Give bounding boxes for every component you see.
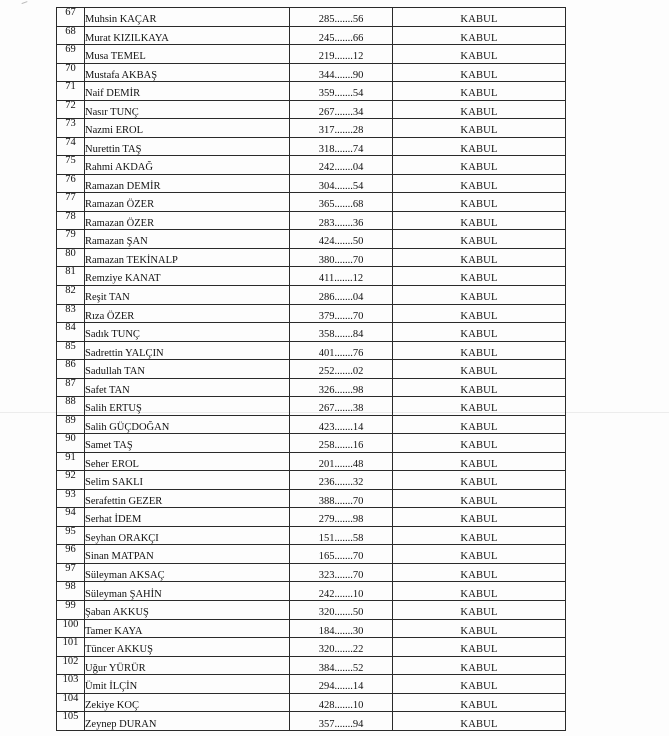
person-name: Sadık TUNÇ <box>85 323 290 342</box>
result-status: KABUL <box>393 82 566 101</box>
person-name: Ramazan DEMİR <box>85 174 290 193</box>
table-row <box>57 119 566 138</box>
result-status: KABUL <box>393 285 566 304</box>
row-number: 69 <box>57 45 85 64</box>
row-number: 73 <box>57 119 85 138</box>
table-row <box>57 100 566 119</box>
row-number: 78 <box>57 211 85 230</box>
person-name: Nurettin TAŞ <box>85 137 290 156</box>
row-number: 85 <box>57 341 85 360</box>
table-row <box>57 656 566 675</box>
person-name: Tüncer AKKUŞ <box>85 638 290 657</box>
table-row <box>57 211 566 230</box>
person-name: Süleyman ŞAHİN <box>85 582 290 601</box>
score-value: 358.......84 <box>290 323 393 342</box>
score-value: 283.......36 <box>290 211 393 230</box>
result-status: KABUL <box>393 193 566 212</box>
result-status: KABUL <box>393 26 566 45</box>
person-name: Naif DEMİR <box>85 82 290 101</box>
result-status: KABUL <box>393 656 566 675</box>
result-status: KABUL <box>393 156 566 175</box>
table-row <box>57 452 566 471</box>
result-status: KABUL <box>393 211 566 230</box>
score-value: 357.......94 <box>290 712 393 731</box>
row-number: 87 <box>57 378 85 397</box>
table-row <box>57 360 566 379</box>
person-name: Muhsin KAÇAR <box>85 8 290 27</box>
row-number: 86 <box>57 360 85 379</box>
score-value: 236.......32 <box>290 471 393 490</box>
result-status: KABUL <box>393 452 566 471</box>
row-number: 83 <box>57 304 85 323</box>
table-row <box>57 378 566 397</box>
row-number: 68 <box>57 26 85 45</box>
person-name: Ramazan ÖZER <box>85 193 290 212</box>
score-value: 304.......54 <box>290 174 393 193</box>
score-value: 423.......14 <box>290 415 393 434</box>
score-value: 326.......98 <box>290 378 393 397</box>
row-number: 102 <box>57 656 85 675</box>
result-status: KABUL <box>393 434 566 453</box>
result-status: KABUL <box>393 267 566 286</box>
row-number: 95 <box>57 526 85 545</box>
score-value: 344.......90 <box>290 63 393 82</box>
result-status: KABUL <box>393 378 566 397</box>
row-number: 77 <box>57 193 85 212</box>
result-status: KABUL <box>393 489 566 508</box>
score-value: 279.......98 <box>290 508 393 527</box>
result-status: KABUL <box>393 230 566 249</box>
score-value: 245.......66 <box>290 26 393 45</box>
person-name: Musa TEMEL <box>85 45 290 64</box>
result-status: KABUL <box>393 601 566 620</box>
score-value: 317.......28 <box>290 119 393 138</box>
table-row <box>57 489 566 508</box>
row-number: 90 <box>57 434 85 453</box>
row-number: 80 <box>57 248 85 267</box>
result-status: KABUL <box>393 545 566 564</box>
result-status: KABUL <box>393 582 566 601</box>
score-value: 388.......70 <box>290 489 393 508</box>
person-name: Rahmi AKDAĞ <box>85 156 290 175</box>
score-value: 219.......12 <box>290 45 393 64</box>
table-row <box>57 193 566 212</box>
table-row <box>57 26 566 45</box>
result-status: KABUL <box>393 415 566 434</box>
results-table-body <box>57 8 566 731</box>
table-row <box>57 526 566 545</box>
person-name: Sinan MATPAN <box>85 545 290 564</box>
result-status: KABUL <box>393 712 566 731</box>
result-status: KABUL <box>393 563 566 582</box>
person-name: Uğur YÜRÜR <box>85 656 290 675</box>
score-value: 286.......04 <box>290 285 393 304</box>
person-name: Ramazan ŞAN <box>85 230 290 249</box>
row-number: 103 <box>57 675 85 694</box>
table-row <box>57 415 566 434</box>
table-row <box>57 712 566 731</box>
score-value: 380.......70 <box>290 248 393 267</box>
table-row <box>57 267 566 286</box>
result-status: KABUL <box>393 137 566 156</box>
person-name: Sadullah TAN <box>85 360 290 379</box>
person-name: Süleyman AKSAÇ <box>85 563 290 582</box>
score-value: 323.......70 <box>290 563 393 582</box>
table-row <box>57 638 566 657</box>
score-value: 424.......50 <box>290 230 393 249</box>
person-name: Serhat İDEM <box>85 508 290 527</box>
result-status: KABUL <box>393 8 566 27</box>
table-row <box>57 82 566 101</box>
score-value: 242.......04 <box>290 156 393 175</box>
person-name: Ümit İLÇİN <box>85 675 290 694</box>
row-number: 72 <box>57 100 85 119</box>
person-name: Ramazan ÖZER <box>85 211 290 230</box>
person-name: Remziye KANAT <box>85 267 290 286</box>
result-status: KABUL <box>393 508 566 527</box>
row-number: 104 <box>57 693 85 712</box>
score-value: 184.......30 <box>290 619 393 638</box>
row-number: 81 <box>57 267 85 286</box>
table-row <box>57 582 566 601</box>
table-row <box>57 693 566 712</box>
row-number: 100 <box>57 619 85 638</box>
person-name: Sadrettin YALÇIN <box>85 341 290 360</box>
table-row <box>57 508 566 527</box>
result-status: KABUL <box>393 397 566 416</box>
table-row <box>57 45 566 64</box>
person-name: Zeynep DURAN <box>85 712 290 731</box>
row-number: 82 <box>57 285 85 304</box>
score-value: 320.......50 <box>290 601 393 620</box>
person-name: Murat KIZILKAYA <box>85 26 290 45</box>
row-number: 99 <box>57 601 85 620</box>
table-row <box>57 323 566 342</box>
row-number: 84 <box>57 323 85 342</box>
row-number: 76 <box>57 174 85 193</box>
result-status: KABUL <box>393 619 566 638</box>
result-status: KABUL <box>393 323 566 342</box>
row-number: 94 <box>57 508 85 527</box>
table-row <box>57 174 566 193</box>
person-name: Selim SAKLI <box>85 471 290 490</box>
row-number: 74 <box>57 137 85 156</box>
table-row <box>57 397 566 416</box>
row-number: 71 <box>57 82 85 101</box>
score-value: 384.......52 <box>290 656 393 675</box>
score-value: 285.......56 <box>290 8 393 27</box>
table-row <box>57 563 566 582</box>
person-name: Nazmi EROL <box>85 119 290 138</box>
score-value: 401.......76 <box>290 341 393 360</box>
person-name: Tamer KAYA <box>85 619 290 638</box>
row-number: 75 <box>57 156 85 175</box>
table-row <box>57 156 566 175</box>
row-number: 70 <box>57 63 85 82</box>
score-value: 411.......12 <box>290 267 393 286</box>
person-name: Samet TAŞ <box>85 434 290 453</box>
person-name: Mustafa AKBAŞ <box>85 63 290 82</box>
table-row <box>57 471 566 490</box>
person-name: Safet TAN <box>85 378 290 397</box>
row-number: 98 <box>57 582 85 601</box>
table-row <box>57 434 566 453</box>
score-value: 365.......68 <box>290 193 393 212</box>
person-name: Rıza ÖZER <box>85 304 290 323</box>
table-row <box>57 63 566 82</box>
score-value: 379.......70 <box>290 304 393 323</box>
score-value: 242.......10 <box>290 582 393 601</box>
table-row <box>57 545 566 564</box>
score-value: 267.......38 <box>290 397 393 416</box>
row-number: 93 <box>57 489 85 508</box>
row-number: 97 <box>57 563 85 582</box>
person-name: Seher EROL <box>85 452 290 471</box>
result-status: KABUL <box>393 471 566 490</box>
score-value: 320.......22 <box>290 638 393 657</box>
score-value: 359.......54 <box>290 82 393 101</box>
table-row <box>57 285 566 304</box>
score-value: 294.......14 <box>290 675 393 694</box>
result-status: KABUL <box>393 63 566 82</box>
score-value: 428.......10 <box>290 693 393 712</box>
result-status: KABUL <box>393 526 566 545</box>
table-row <box>57 341 566 360</box>
result-status: KABUL <box>393 119 566 138</box>
score-value: 318.......74 <box>290 137 393 156</box>
score-value: 258.......16 <box>290 434 393 453</box>
table-row <box>57 675 566 694</box>
person-name: Seyhan ORAKÇI <box>85 526 290 545</box>
row-number: 88 <box>57 397 85 416</box>
result-status: KABUL <box>393 100 566 119</box>
result-status: KABUL <box>393 45 566 64</box>
person-name: Serafettin GEZER <box>85 489 290 508</box>
person-name: Salih GÜÇDOĞAN <box>85 415 290 434</box>
score-value: 151.......58 <box>290 526 393 545</box>
row-number: 96 <box>57 545 85 564</box>
result-status: KABUL <box>393 675 566 694</box>
row-number: 105 <box>57 712 85 731</box>
row-number: 91 <box>57 452 85 471</box>
table-row <box>57 304 566 323</box>
score-value: 252.......02 <box>290 360 393 379</box>
row-number: 101 <box>57 638 85 657</box>
person-name: Reşit TAN <box>85 285 290 304</box>
row-number: 79 <box>57 230 85 249</box>
table-row <box>57 137 566 156</box>
table-row <box>57 619 566 638</box>
result-status: KABUL <box>393 638 566 657</box>
row-number: 67 <box>57 8 85 27</box>
score-value: 267.......34 <box>290 100 393 119</box>
result-status: KABUL <box>393 693 566 712</box>
row-number: 89 <box>57 415 85 434</box>
score-value: 201.......48 <box>290 452 393 471</box>
table-row <box>57 248 566 267</box>
results-table <box>56 7 566 731</box>
score-value: 165.......70 <box>290 545 393 564</box>
result-status: KABUL <box>393 248 566 267</box>
table-row <box>57 601 566 620</box>
table-row <box>57 8 566 27</box>
person-name: Nasır TUNÇ <box>85 100 290 119</box>
scan-mark <box>21 1 28 7</box>
person-name: Ramazan TEKİNALP <box>85 248 290 267</box>
person-name: Zekiye KOÇ <box>85 693 290 712</box>
result-status: KABUL <box>393 174 566 193</box>
result-status: KABUL <box>393 304 566 323</box>
result-status: KABUL <box>393 341 566 360</box>
row-number: 92 <box>57 471 85 490</box>
person-name: Şaban AKKUŞ <box>85 601 290 620</box>
table-row <box>57 230 566 249</box>
result-status: KABUL <box>393 360 566 379</box>
person-name: Salih ERTUŞ <box>85 397 290 416</box>
